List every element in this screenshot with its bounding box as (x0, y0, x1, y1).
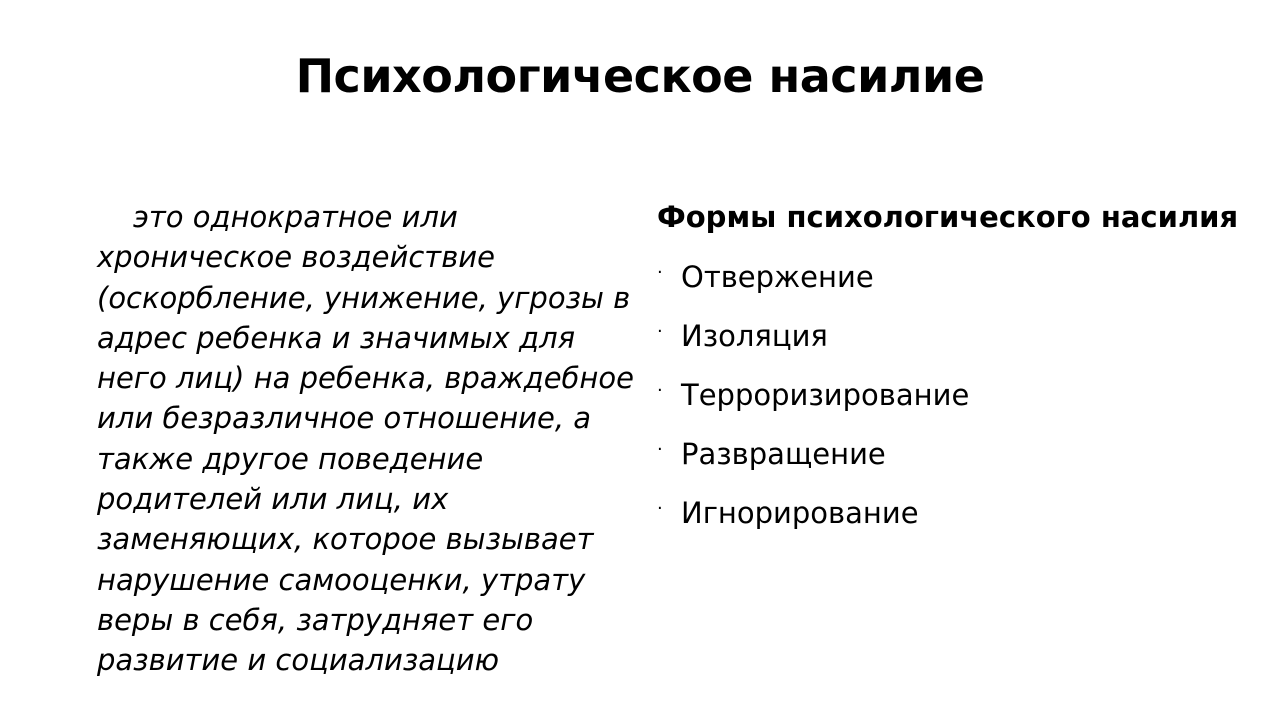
list-item-label: Отвержение (681, 259, 874, 294)
list-item-label: Изоляция (681, 318, 828, 353)
bullet-icon: · (657, 438, 663, 460)
definition-text: это однократное или хроническое воздействие (оскорбление, унижение, угрозы в адрес ребенка и значимых для него лиц) на ребенка, враждебное или безразличное отношение, а также другое поведение родителей или лиц, их заменяющих, которое вызывает нарушение самооценки, утрату веры в себя, затрудняет его развитие и социализацию (97, 200, 634, 678)
list-item-label: Терроризирование (681, 377, 970, 412)
list-item (657, 258, 1257, 297)
list-item (657, 494, 1257, 533)
bullet-icon: · (657, 320, 663, 342)
list-item-label: Игнорирование (681, 495, 919, 530)
forms-list (657, 258, 1257, 533)
list-item (657, 376, 1257, 415)
bullet-icon: · (657, 497, 663, 519)
bullet-icon: · (657, 261, 663, 283)
list-item-label: Развращение (681, 436, 886, 471)
bullet-icon: · (657, 379, 663, 401)
forms-section (657, 197, 1257, 553)
slide-title: Психологическое насилие (295, 49, 985, 103)
list-item (657, 435, 1257, 474)
forms-heading: Формы психологического насилия (657, 200, 1239, 234)
list-item (657, 317, 1257, 356)
